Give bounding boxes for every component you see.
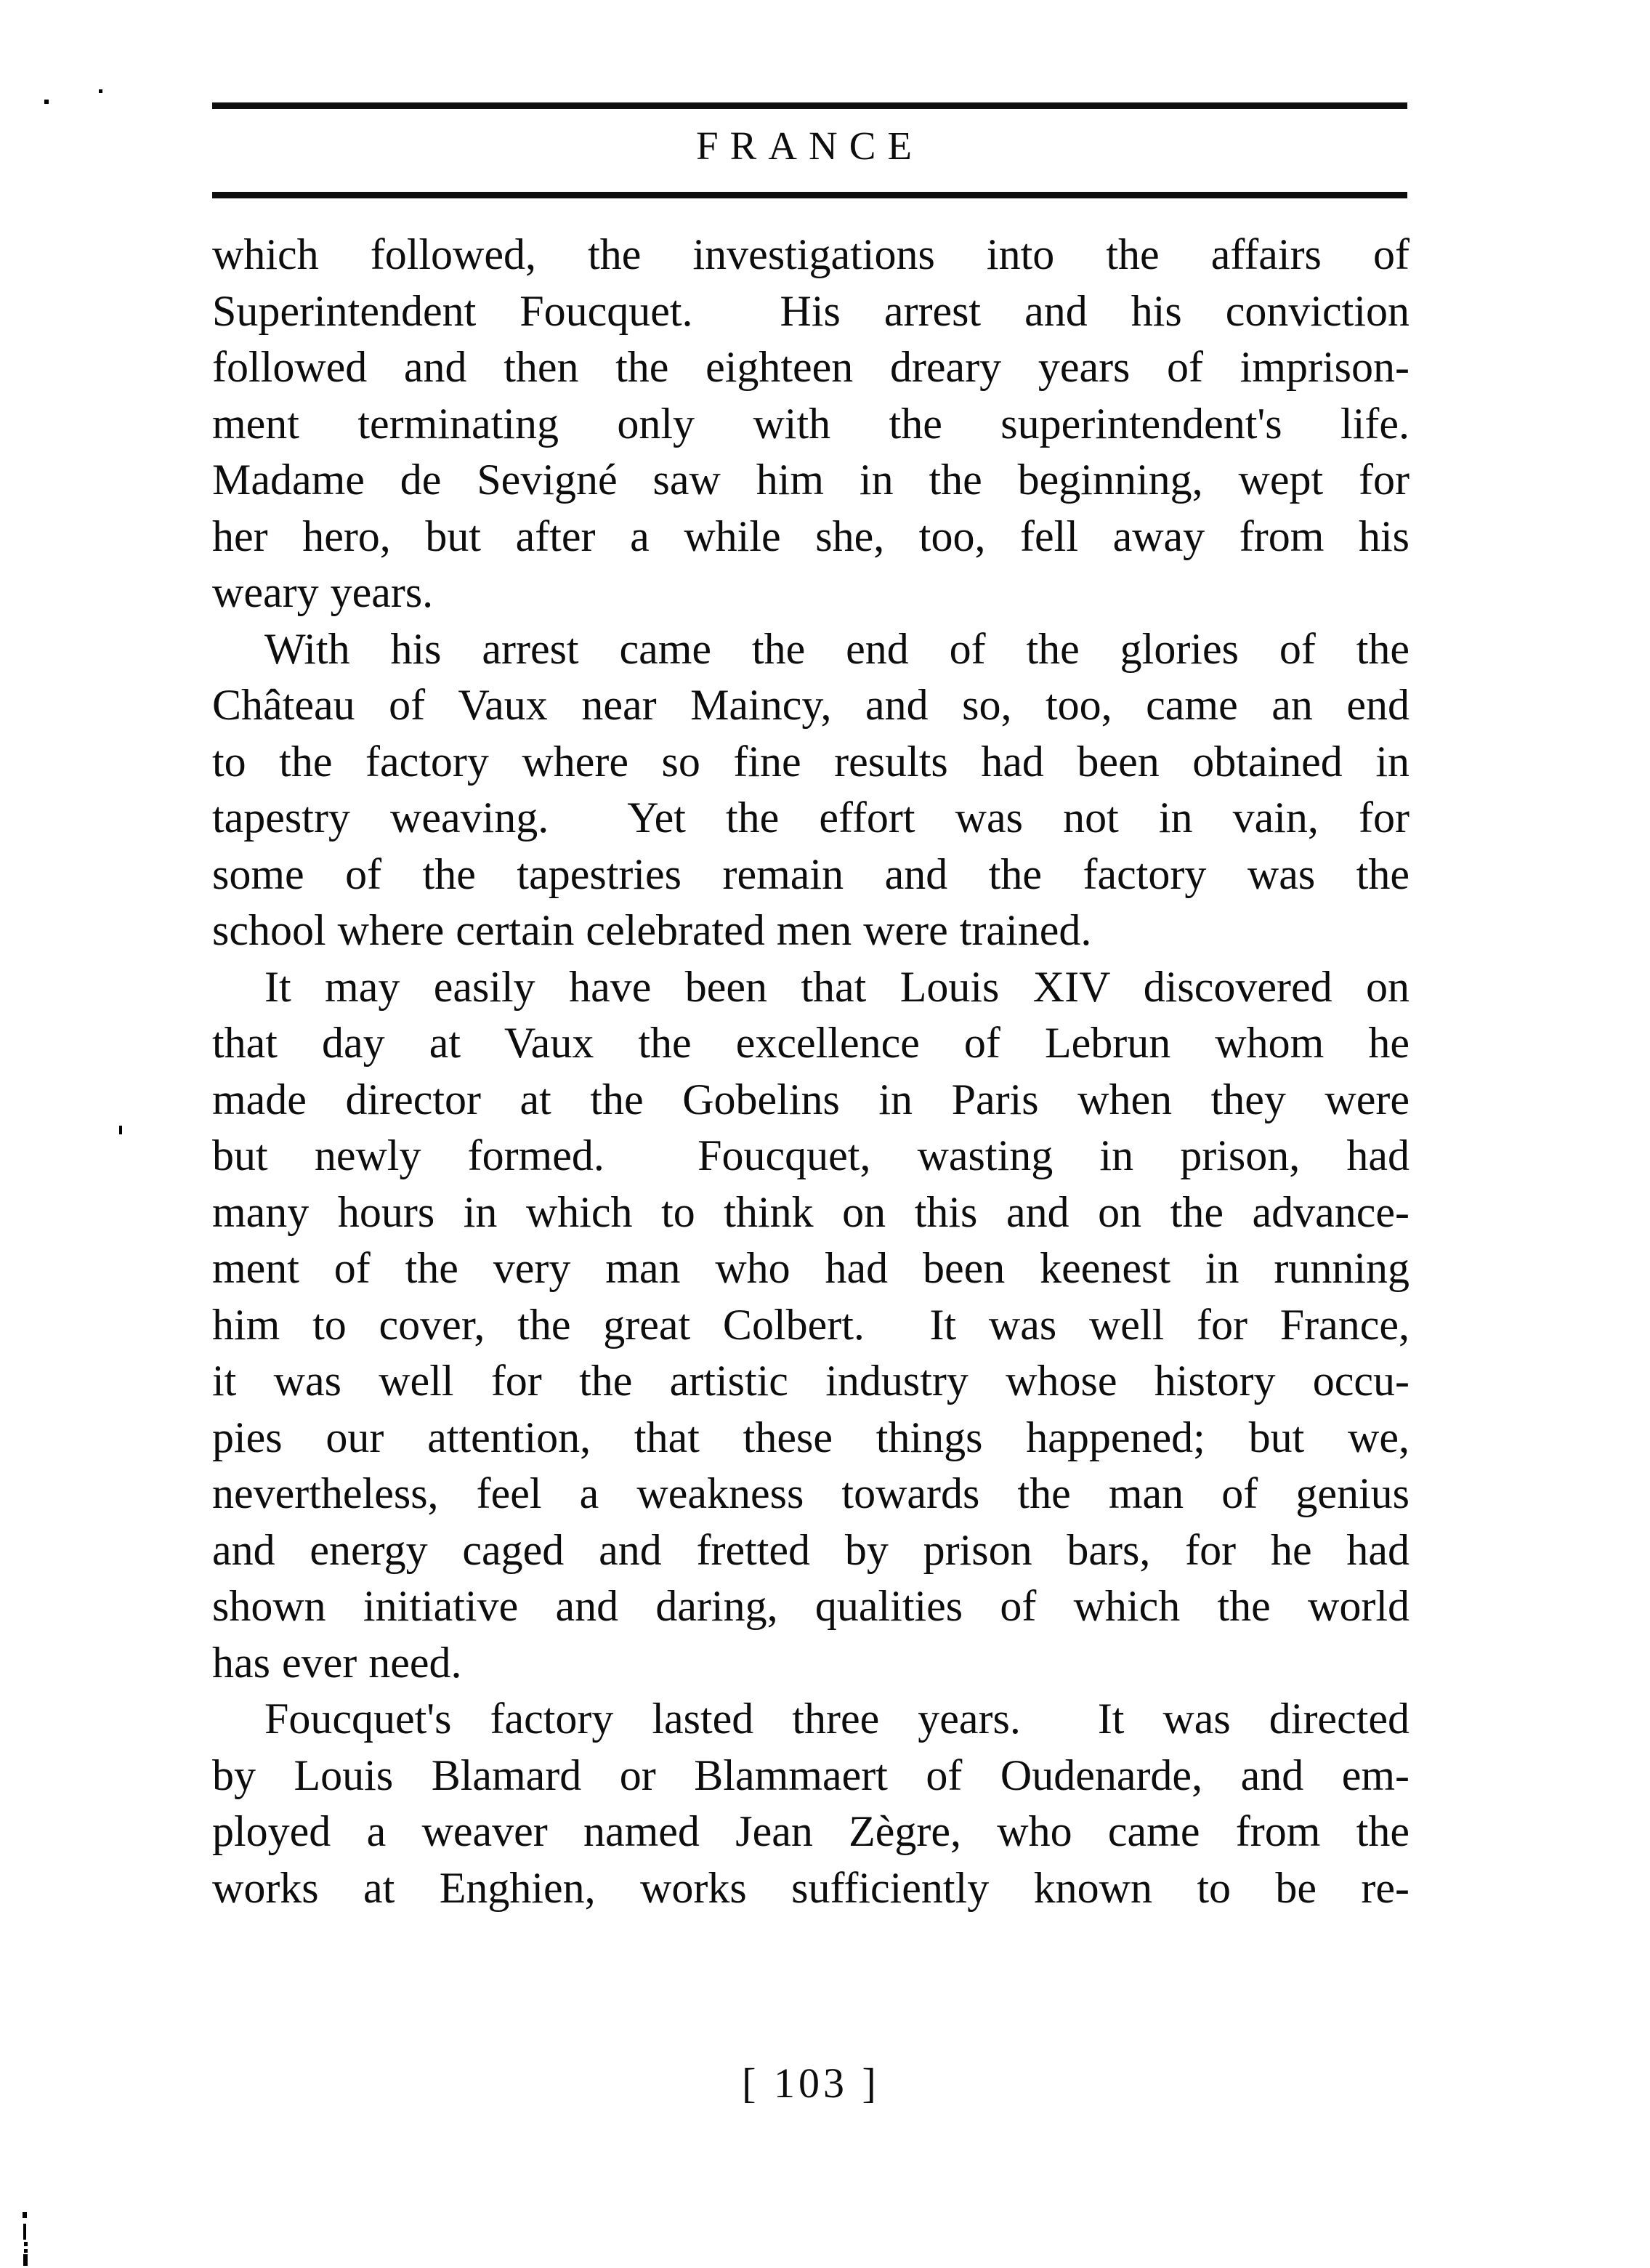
scan-speck xyxy=(44,100,49,104)
text-line: and energy caged and fretted by prison bars, for he had xyxy=(212,1525,1410,1574)
text-line: It may easily have been that Louis XIV discovered on xyxy=(264,962,1410,1011)
text-line: pies our attention, that these things happened; but we, xyxy=(212,1413,1410,1461)
scan-speck xyxy=(23,2254,28,2266)
text-line: ment terminating only with the superintendent's life. xyxy=(212,399,1410,448)
paragraph xyxy=(212,227,1410,621)
text-line: by Louis Blamard or Blammaert of Oudenarde, and em- xyxy=(212,1751,1410,1799)
text-line: which followed, the investigations into the affairs of xyxy=(212,230,1410,278)
text-line: her hero, but after a while she, too, fell away from his xyxy=(212,512,1410,560)
text-line: With his arrest came the end of the glories of the xyxy=(264,624,1410,673)
text-line: tapestry weaving. Yet the effort was not in vain, for xyxy=(212,794,1410,842)
paragraph xyxy=(212,1691,1410,1916)
scan-speck xyxy=(23,2212,27,2218)
text-line: it was well for the artistic industry whose history occu- xyxy=(212,1357,1410,1405)
paragraph xyxy=(212,959,1410,1692)
text-line: nevertheless, feel a weakness towards the man of genius xyxy=(212,1469,1410,1517)
scan-speck xyxy=(23,2224,26,2240)
text-line: works at Enghien, works sufficiently known to be re- xyxy=(212,1863,1410,1912)
page-number: [ 103 ] xyxy=(742,2059,880,2107)
text-line: Madame de Sevigné saw him in the beginning, wept for xyxy=(212,456,1410,504)
text-line: Château of Vaux near Maincy, and so, too, came an end xyxy=(212,681,1410,729)
body-text xyxy=(212,227,1410,1916)
text-line: has ever need. xyxy=(212,1638,462,1687)
paragraph xyxy=(212,621,1410,959)
header-rule-bottom xyxy=(212,192,1407,198)
scan-speck xyxy=(24,2249,28,2253)
text-line: made director at the Gobelins in Paris when they were xyxy=(212,1075,1410,1123)
text-line: ment of the very man who had been keenest in running xyxy=(212,1244,1410,1292)
text-line: him to cover, the great Colbert. It was well for France, xyxy=(212,1300,1410,1349)
scan-speck xyxy=(99,89,102,93)
text-line: that day at Vaux the excellence of Lebrun whom he xyxy=(212,1019,1410,1067)
text-line: but newly formed. Foucquet, wasting in prison, had xyxy=(212,1131,1410,1179)
running-head: FRANCE xyxy=(696,124,923,168)
header-rule-top xyxy=(212,102,1407,109)
text-line: ployed a weaver named Jean Zègre, who came from the xyxy=(212,1807,1410,1855)
text-line: shown initiative and daring, qualities of which the world xyxy=(212,1582,1410,1630)
text-line: Foucquet's factory lasted three years. It was directed xyxy=(264,1695,1410,1743)
text-line: some of the tapestries remain and the factory was the xyxy=(212,850,1410,898)
scan-speck xyxy=(24,2242,28,2246)
text-line: school where certain celebrated men were trained. xyxy=(212,906,1092,954)
text-line: to the factory where so fine results had been obtained in xyxy=(212,737,1410,786)
text-line: Superintendent Foucquet. His arrest and his conviction xyxy=(212,286,1410,335)
text-line: followed and then the eighteen dreary years of imprison- xyxy=(212,343,1410,391)
text-line: many hours in which to think on this and on the advance- xyxy=(212,1187,1410,1236)
scan-speck xyxy=(119,1126,122,1134)
text-line: weary years. xyxy=(212,568,434,616)
